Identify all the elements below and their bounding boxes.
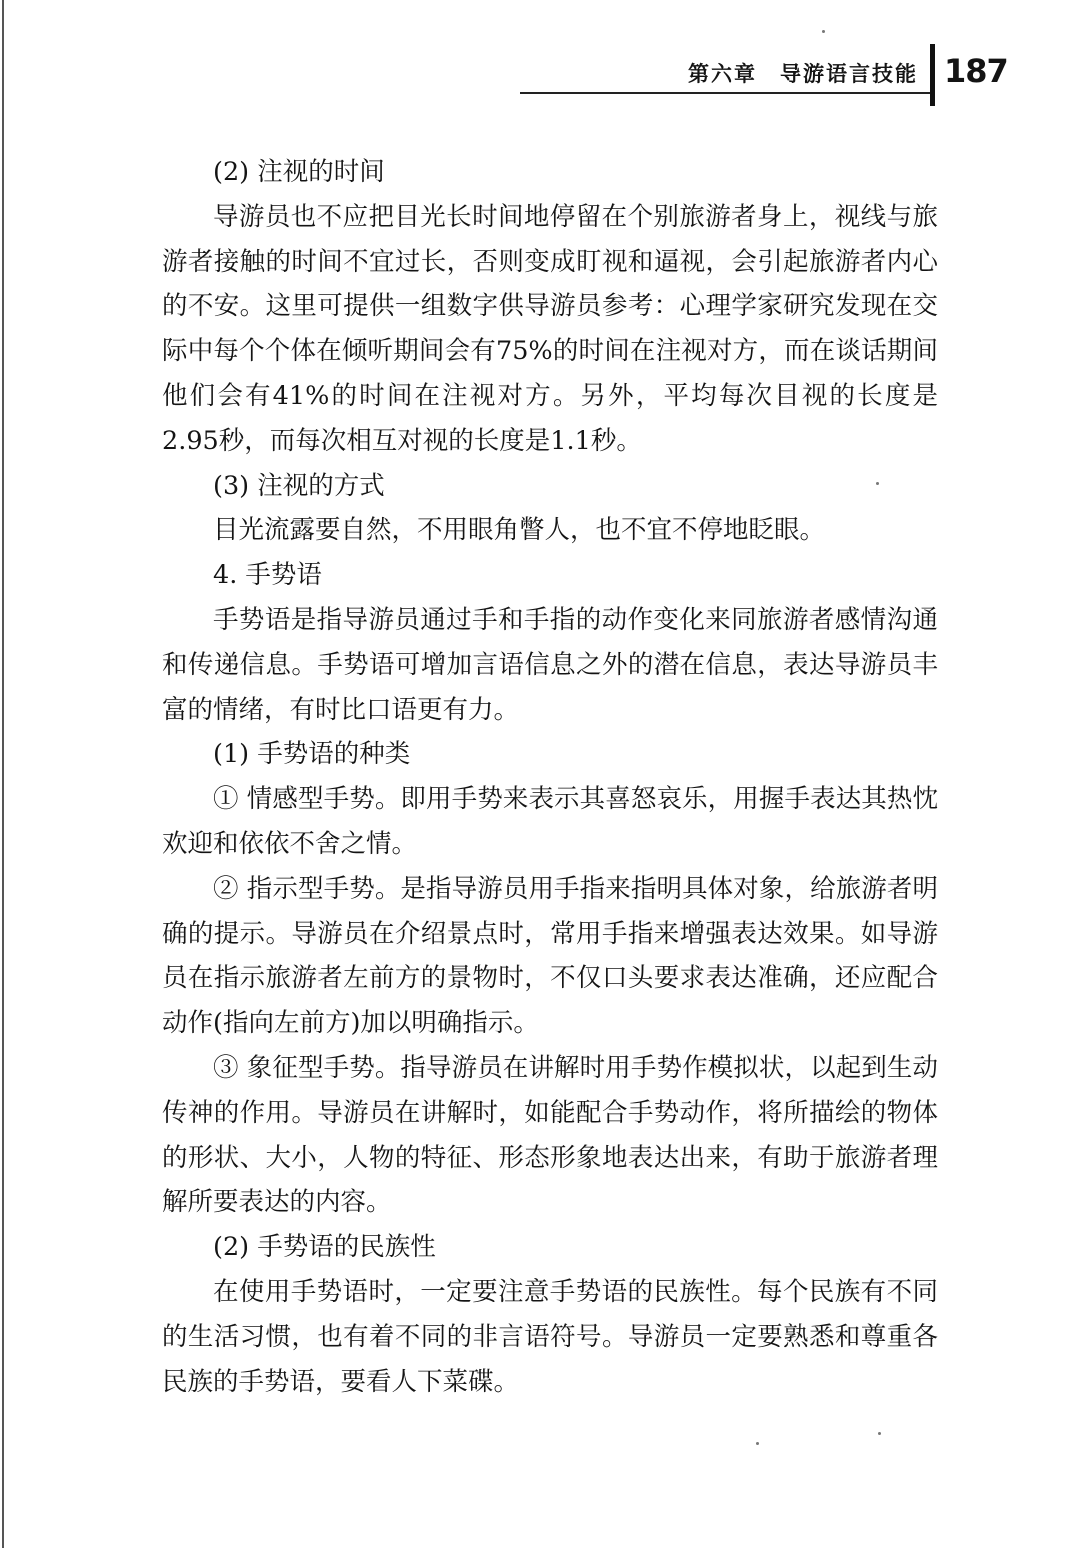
running-head: 第六章 导游语言技能 bbox=[688, 61, 918, 86]
header-rule bbox=[520, 92, 932, 94]
paragraph-indicative-gesture: ② 指示型手势。是指导游员用手指来指明具体对象，给旅游者明确的提示。导游员在介绍景点时，常用手指来增强表达效果。如导游员在指示旅游者左前方的景物时，不仅口头要求表达准确，还应配合动作(指向左前方)加以明确指示。 bbox=[162, 873, 938, 1039]
section-heading-gesture-types: (1) 手势语的种类 bbox=[213, 739, 411, 770]
paragraph-emotional-gesture: ① 情感型手势。即用手势来表示其喜怒哀乐，用握手表达其热忱欢迎和依依不舍之情。 bbox=[162, 784, 938, 859]
section-heading-gaze-manner: (3) 注视的方式 bbox=[213, 470, 385, 501]
page-edge-line bbox=[2, 0, 4, 1548]
page-number: 187 bbox=[944, 52, 1008, 90]
section-heading-gaze-time: (2) 注视的时间 bbox=[213, 157, 385, 187]
scan-speck bbox=[822, 30, 825, 33]
body-text bbox=[162, 150, 938, 1404]
scan-speck bbox=[878, 1432, 881, 1435]
paragraph-symbolic-gesture: ③ 象征型手势。指导游员在讲解时用手势作模拟状，以起到生动传神的作用。导游员在讲解时，如能配合手势动作，将所描绘的物体的形状、大小，人物的特征、形态形象地表达出来，有助于旅游者理解所要表达的内容。 bbox=[162, 1052, 938, 1218]
paragraph-gesture: 手势语是指导游员通过手和手指的动作变化来同旅游者感情沟通和传递信息。手势语可增加言语信息之外的潜在信息，表达导游员丰富的情绪，有时比口语更有力。 bbox=[162, 604, 938, 725]
scan-speck bbox=[876, 482, 879, 485]
header-bar bbox=[930, 44, 935, 106]
paragraph-ethnic: 在使用手势语时，一定要注意手势语的民族性。每个民族有不同的生活习惯，也有着不同的非言语符号。导游员一定要熟悉和尊重各民族的手势语，要看人下菜碟。 bbox=[162, 1276, 938, 1397]
section-heading-ethnic: (2) 手势语的民族性 bbox=[213, 1232, 436, 1263]
paragraph-gaze-manner: 目光流露要自然，不用眼角瞥人，也不宜不停地眨眼。 bbox=[213, 515, 826, 546]
section-heading-gesture: 4. 手势语 bbox=[213, 560, 322, 591]
paragraph-gaze-time: 导游员也不应把目光长时间地停留在个别旅游者身上，视线与旅游者接触的时间不宜过长，否则变成盯视和逼视，会引起旅游者内心的不安。这里可提供一组数字供导游员参考：心理学家研究发现在交际中每个个体在倾听期间会有75%的时间在注视对方，而在谈话期间他们会有41%的时间在注视对方。另外，平均每次目视的长度是2.95秒，而每次相互对视的长度是1.1秒。 bbox=[162, 201, 938, 456]
scan-speck bbox=[756, 1442, 759, 1445]
